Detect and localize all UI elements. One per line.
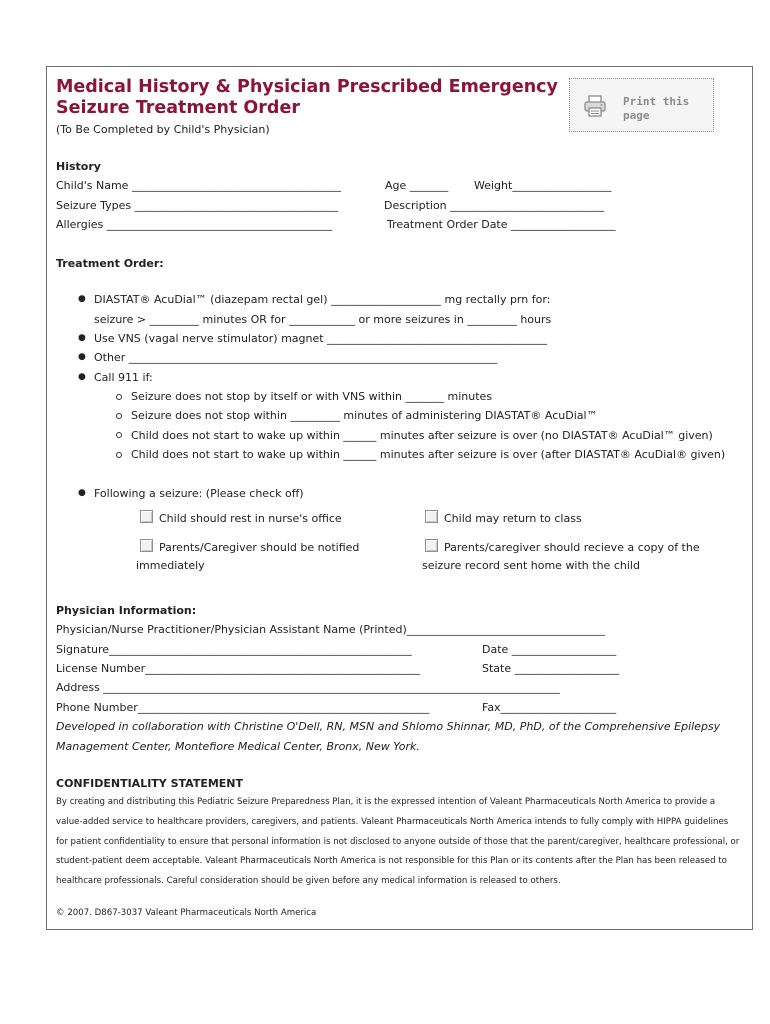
- address-field[interactable]: Address ___________________________________________________________________________________: [56, 681, 560, 694]
- age-field[interactable]: Age _______: [385, 179, 449, 192]
- bullet-icon: ●: [78, 488, 86, 498]
- circle-bullet-icon: [116, 432, 122, 438]
- following-seizure-label: Following a seizure: (Please check off): [94, 487, 304, 500]
- print-label-line1: Print this: [623, 95, 690, 108]
- diastat-dose-field[interactable]: DIASTAT® AcuDial™ (diazepam rectal gel) ____________________ mg rectally prn for:: [94, 293, 551, 306]
- notify-label: Parents/Caregiver should be notified: [159, 541, 360, 554]
- confidentiality-text: student-patient deem acceptable. Valeant Pharmaceuticals North America is not responsible for this Plan or its contents after the Plan has been released to: [56, 856, 727, 866]
- circle-bullet-icon: [116, 413, 122, 419]
- copy-record-label-cont: seizure record sent home with the child: [422, 559, 640, 572]
- credit-line-2: Management Center, Montefiore Medical Center, Bronx, New York.: [56, 740, 420, 753]
- bullet-icon: ●: [78, 372, 86, 382]
- treatment-order-heading: Treatment Order:: [56, 257, 164, 270]
- vns-magnet-field[interactable]: Use VNS (vagal nerve stimulator) magnet ________________________________________: [94, 332, 548, 345]
- copy-record-label: Parents/caregiver should recieve a copy of the: [444, 541, 700, 554]
- print-page-button[interactable]: [569, 78, 714, 132]
- notify-checkbox[interactable]: [140, 539, 153, 552]
- allergies-field[interactable]: Allergies _________________________________________: [56, 218, 333, 231]
- physician-info-heading: Physician Information:: [56, 604, 197, 617]
- condition-wake-no-diastat-field[interactable]: Child does not start to wake up within ______ minutes after seizure is over (no DIASTAT® AcuDial™ given): [131, 429, 713, 442]
- confidentiality-heading: CONFIDENTIALITY STATEMENT: [56, 777, 244, 790]
- return-checkbox[interactable]: [425, 510, 438, 523]
- license-number-field[interactable]: License Number__________________________________________________: [56, 662, 421, 675]
- confidentiality-text: healthcare professionals. Careful consideration should be given before any medical information is released to others.: [56, 876, 561, 886]
- printer-icon: [583, 94, 607, 118]
- rest-checkbox[interactable]: [140, 510, 153, 523]
- circle-bullet-icon: [116, 452, 122, 458]
- condition-vns-field[interactable]: Seizure does not stop by itself or with VNS within _______ minutes: [131, 390, 493, 403]
- circle-bullet-icon: [116, 394, 122, 400]
- description-field[interactable]: Description ____________________________: [384, 199, 605, 212]
- weight-field[interactable]: Weight__________________: [474, 179, 612, 192]
- date-field[interactable]: Date ___________________: [482, 643, 617, 656]
- phone-number-field[interactable]: Phone Number_____________________________________________________: [56, 701, 430, 714]
- physician-name-field[interactable]: Physician/Nurse Practitioner/Physician Assistant Name (Printed)____________________________________: [56, 623, 605, 636]
- form-title-line1: Medical History & Physician Prescribed Emergency: [56, 77, 558, 97]
- bullet-icon: ●: [78, 333, 86, 343]
- condition-wake-after-diastat-field[interactable]: Child does not start to wake up within ______ minutes after seizure is over (after DIASTAT® AcuDial® given): [131, 448, 726, 461]
- fax-field[interactable]: Fax_____________________: [482, 701, 617, 714]
- call-911-label: Call 911 if:: [94, 371, 153, 384]
- confidentiality-text: By creating and distributing this Pediatric Seizure Preparedness Plan, it is the expressed intention of Valeant Pharmaceuticals North America to provide a: [56, 797, 716, 807]
- state-field[interactable]: State ___________________: [482, 662, 620, 675]
- rest-label: Child should rest in nurse's office: [159, 512, 342, 525]
- bullet-icon: ●: [78, 294, 86, 304]
- copyright-notice: © 2007. D867-3037 Valeant Pharmaceuticals North America: [56, 908, 317, 918]
- bullet-icon: ●: [78, 352, 86, 362]
- treatment-order-date-field[interactable]: Treatment Order Date ___________________: [387, 218, 616, 231]
- form-title-line2: Seizure Treatment Order: [56, 98, 300, 118]
- copy-record-checkbox[interactable]: [425, 539, 438, 552]
- return-label: Child may return to class: [444, 512, 582, 525]
- history-heading: History: [56, 160, 101, 173]
- seizure-types-field[interactable]: Seizure Types _____________________________________: [56, 199, 339, 212]
- diastat-criteria-field[interactable]: seizure > _________ minutes OR for ____________ or more seizures in _________ hours: [94, 313, 552, 326]
- credit-line-1: Developed in collaboration with Christine O'Dell, RN, MSN and Shlomo Shinnar, MD, PhD, of the Comprehensive Epilepsy: [56, 720, 721, 733]
- other-field[interactable]: Other ___________________________________________________________________: [94, 351, 498, 364]
- confidentiality-text: for patient confidentiality to ensure that personal information is not disclosed to anyone outside of those that the parent/caregiver, healthcare professional, or: [56, 837, 740, 847]
- print-label-line2: page: [623, 109, 650, 122]
- condition-diastat-field[interactable]: Seizure does not stop within _________ minutes of administering DIASTAT® AcuDial™: [131, 409, 598, 422]
- confidentiality-text: value-added service to healthcare providers, caregivers, and patients. Valeant Pharmaceuticals North America intends to fully comply with HIPPA guidelines: [56, 817, 729, 827]
- childs-name-field[interactable]: Child's Name ______________________________________: [56, 179, 341, 192]
- form-subtitle: (To Be Completed by Child's Physician): [56, 123, 270, 136]
- notify-label-cont: immediately: [136, 559, 205, 572]
- signature-field[interactable]: Signature_______________________________________________________: [56, 643, 412, 656]
